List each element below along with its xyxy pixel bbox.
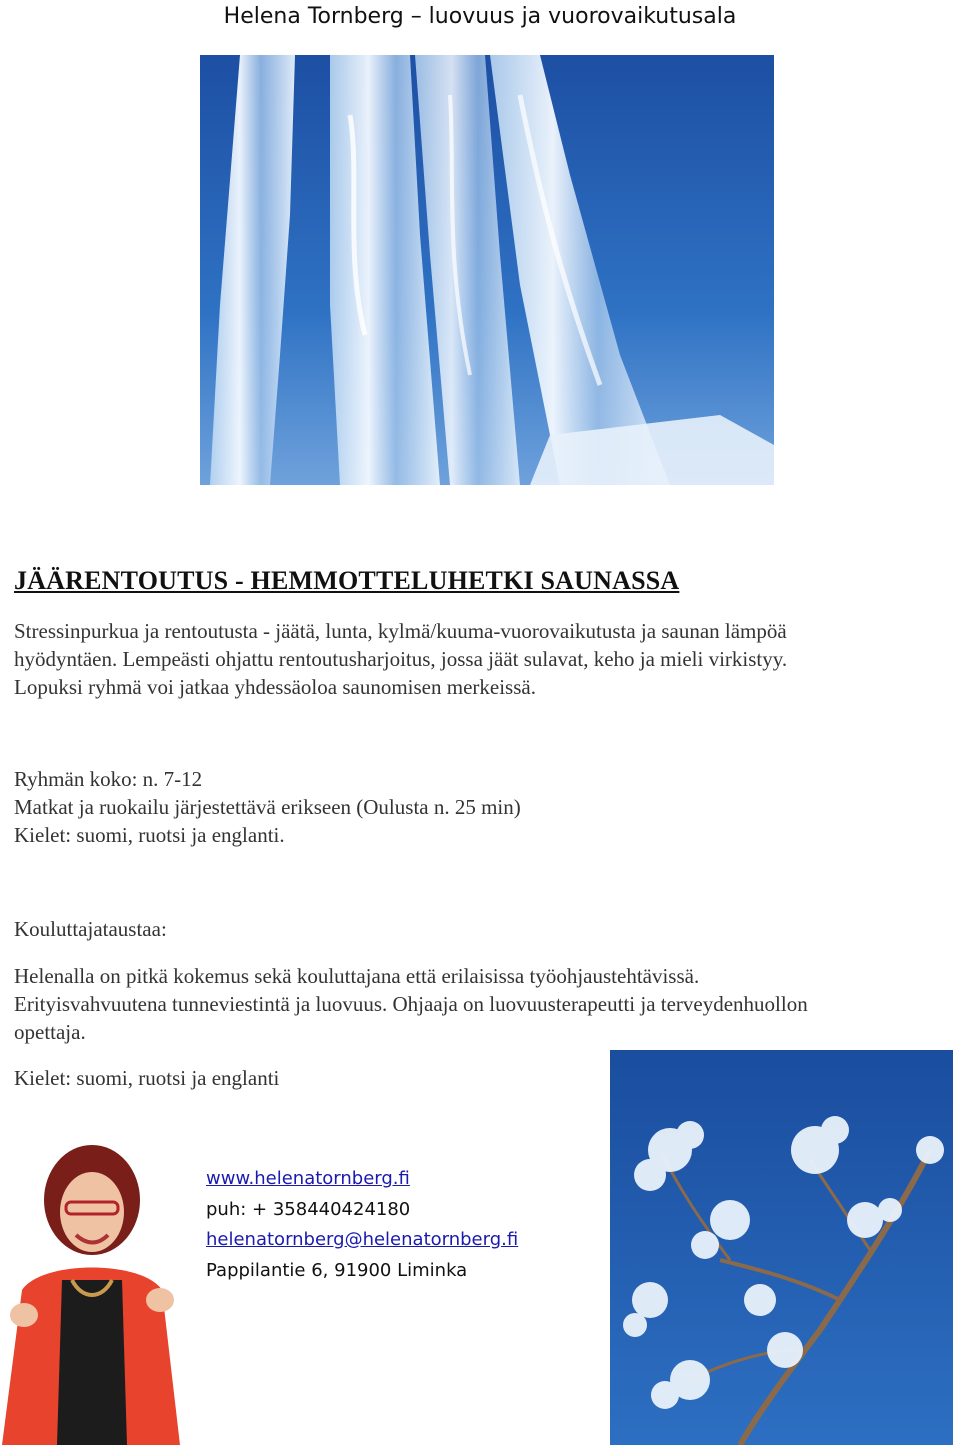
- page-heading: JÄÄRENTOUTUS - HEMMOTTELUHETKI SAUNASSA: [14, 566, 680, 595]
- info-paragraph: [14, 765, 934, 849]
- trainer-heading: Kouluttajataustaa:: [14, 917, 167, 941]
- trainer-paragraph: [14, 962, 934, 1046]
- website-link[interactable]: www.helenatornberg.fi: [206, 1168, 410, 1189]
- page-header: Helena Tornberg – luovuus ja vuorovaikutusala: [223, 4, 737, 29]
- phone-number: puh: + 358440424180: [206, 1198, 411, 1220]
- intro-paragraph: [14, 617, 934, 701]
- languages-info: Kielet: suomi, ruotsi ja englanti.: [14, 823, 285, 847]
- icicles-photo: [200, 55, 774, 485]
- travel-info: Matkat ja ruokailu järjestettävä erikseen (Oulusta n. 25 min): [14, 795, 521, 819]
- frost-branch-photo: [610, 1050, 953, 1445]
- languages-line: Kielet: suomi, ruotsi ja englanti: [14, 1066, 280, 1090]
- group-size: Ryhmän koko: n. 7-12: [14, 767, 203, 791]
- trainer-line: opettaja.: [14, 1020, 86, 1044]
- intro-line: Lopuksi ryhmä voi jatkaa yhdessäoloa saunomisen merkeissä.: [14, 675, 536, 699]
- portrait-photo: [2, 1140, 180, 1445]
- contact-block: [206, 1164, 518, 1286]
- trainer-line: Helenalla on pitkä kokemus sekä kouluttajana että erilaisissa työohjaustehtävissä.: [14, 964, 700, 988]
- address: Pappilantie 6, 91900 Liminka: [206, 1259, 468, 1281]
- intro-line: Stressinpurkua ja rentoutusta - jäätä, lunta, kylmä/kuuma-vuorovaikutusta ja saunan lämpöä: [14, 619, 787, 643]
- intro-line: hyödyntäen. Lempeästi ohjattu rentoutusharjoitus, jossa jäät sulavat, keho ja mieli virkistyy.: [14, 647, 788, 671]
- email-link[interactable]: helenatornberg@helenatornberg.fi: [206, 1229, 519, 1250]
- trainer-line: Erityisvahvuutena tunneviestintä ja luovuus. Ohjaaja on luovuusterapeutti ja terveydenhuollon: [14, 992, 808, 1016]
